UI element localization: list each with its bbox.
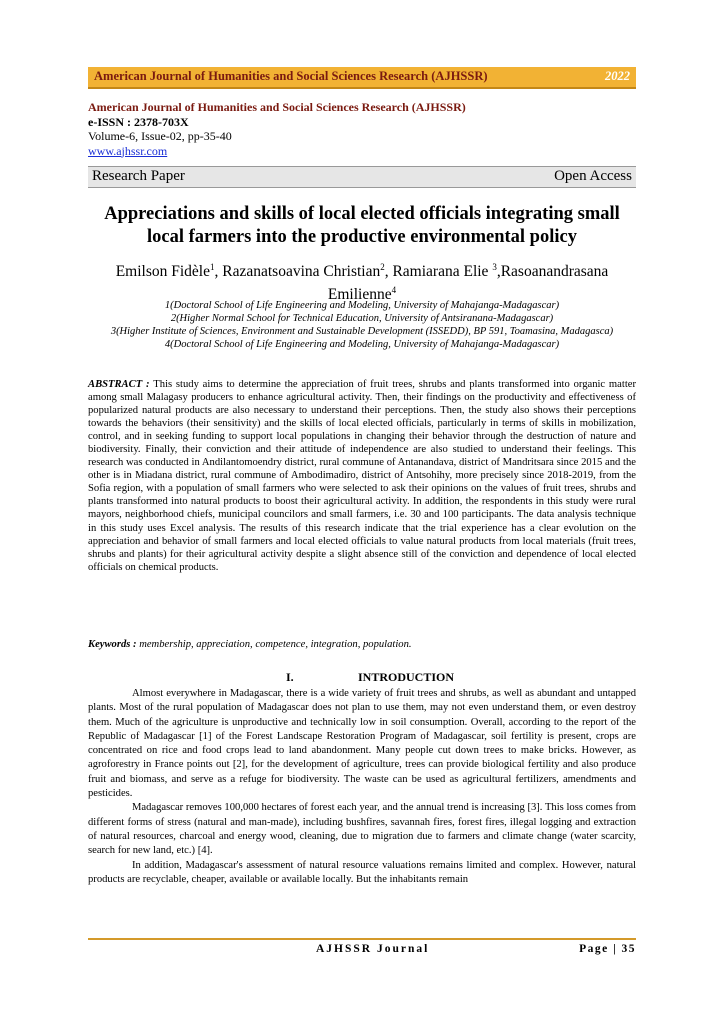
keywords-heading: Keywords : — [88, 639, 140, 650]
author-affil-mark: 4 — [391, 285, 397, 296]
affiliation: 4(Doctoral School of Life Engineering and Modeling, University of Mahajanga-Madagascar) — [164, 339, 560, 350]
keywords-text: membership, appreciation, competence, integration, population. — [139, 639, 412, 650]
abstract-heading: ABSTRACT : — [88, 379, 154, 390]
article-type: Research Paper — [92, 168, 185, 184]
footer-journal: AJHSSR Journal — [316, 943, 430, 955]
author-name: , Razanatsoavina Christian — [214, 263, 381, 281]
author-list — [88, 258, 636, 304]
article-type-band — [88, 166, 636, 188]
issn-value: 2378-703X — [134, 114, 189, 129]
abstract — [88, 378, 636, 574]
abstract-text: This study aims to determine the appreciation of fruit trees, shrubs and plants transformed into organic matter among small Malagasy producers to enhance agricultural activity. Then, their findings on the productivity and effectiveness of popularized natural products are also necessary to understand their perceptions. Then, the study also shows their perceptions towards the behaviors (their sensitivity) and the skills of local elected officials, particularly in terms of skills in mobilization, control, and in seeking funding to support local populations in changing their behavior through the destruction of nature and biodiversity. Finally, their conviction and their attitude of independence are also studied to understand their feelings. This research was conducted in Andilantomoendry district, rural commune of Antanandava, district of Mandritsara since 2015 and the other is in Miadana district, rural commune of Ambodimadiro, district of Antsohihy, more precisely since 2018-2019, from the Sofia region, with a population of small farmers who were selected to ask their opinions on the values of fruit trees, shrubs and plants transformed into natural products to boost their agricultural activity. In addition, the respondents in this study were rural mayors, neighborhood chiefs, municipal councilors and small farmers, i.e. 30 and 100 participants. The data analysis technique in this study uses Excel analysis. The results of this research indicate that the trial experience has a clear evolution on the appreciation and behavior of small farmers and local elected officials to value natural products from local materials (fruit trees, shrubs and plants) for their agricultural activity despite a slight absence still of the conviction and dependence of local elected officials on chemical products. — [88, 379, 636, 573]
introduction-body — [88, 687, 636, 887]
author-affil-mark: 1 — [210, 262, 215, 272]
paragraph: Almost everywhere in Madagascar, there is a wide variety of fruit trees and shrubs, as well as abundant and untapped plants. Most of the rural population of Madagascar does not plan to use them, may not even understand them, or even destroy them. Much of the agriculture is unproductive and technically low in soil consumption. Overall, according to the report of the Republic of Madagascar [1] of the Forest Landscape Restoration Program of Madagascar, soil fertility is present, crops are concentrated on rice and food crops lead to land abandonment. Many people cut down trees to make bricks. However, as agroforestry in France points out [2], for the development of agriculture, trees can provide biological fertility and also produce fruit and biomass, and serve as a refuge for biodiversity. The waste can be used as agricultural fertilizers, amendments and pesticides. — [88, 688, 636, 800]
affiliations — [88, 299, 636, 351]
page-number: Page | 35 — [579, 943, 636, 955]
section-number: I. — [286, 670, 294, 684]
issn-label: e-ISSN : — [88, 114, 135, 129]
journal-header-year: 2022 — [605, 69, 630, 83]
affiliation: 2(Higher Normal School for Technical Education, University of Antsiranana-Madagascar) — [170, 313, 554, 324]
journal-header-band — [88, 67, 636, 89]
author-name: ,Rasoanandrasana Emilienne — [327, 263, 609, 304]
keywords — [88, 639, 636, 650]
open-access-label: Open Access — [554, 168, 632, 184]
journal-header-title: American Journal of Humanities and Social Sciences Research (AJHSSR) — [94, 69, 488, 83]
section-title: INTRODUCTION — [358, 670, 455, 684]
affiliation: 3(Higher Institute of Sciences, Environment and Sustainable Development (ISSEDD), BP 591, Toamasina, Madagasca) — [110, 326, 614, 337]
author-affil-mark: 2 — [380, 262, 385, 272]
volume-line: Volume-6, Issue-02, pp-35-40 — [88, 129, 232, 143]
journal-name: American Journal of Humanities and Social Sciences Research (AJHSSR) — [88, 100, 466, 114]
paragraph: In addition, Madagascar's assessment of natural resource valuations remains limited and complex. However, natural products are recyclable, cheaper, available or available locally. But the inhabitants remain — [88, 859, 636, 885]
issn-line — [88, 115, 466, 130]
paper-title: Appreciations and skills of local elected officials integrating small local farmers into the productive environmental policy — [104, 204, 620, 247]
publication-meta — [88, 100, 466, 158]
author-name: , Ramiarana Elie — [384, 263, 493, 281]
affiliation: 1(Doctoral School of Life Engineering and Modeling, University of Mahajanga-Madagascar) — [164, 300, 560, 311]
paragraph: Madagascar removes 100,000 hectares of forest each year, and the annual trend is increasing [3]. This loss comes from different forms of stress (natural and man-made), including bushfires, savannah fires, forest fires, illegal logging and extraction of natural resources, charcoal and energy wood, cleaning, due to migration due to farmers and climate change (water scarcity, search for new land, etc.) [4]. — [88, 802, 636, 857]
footer-rule — [88, 938, 636, 940]
journal-url-link[interactable]: www.ajhssr.com — [88, 143, 168, 158]
author-affil-mark: 3 — [492, 262, 497, 272]
author-name: Emilson Fidèle — [115, 263, 210, 281]
